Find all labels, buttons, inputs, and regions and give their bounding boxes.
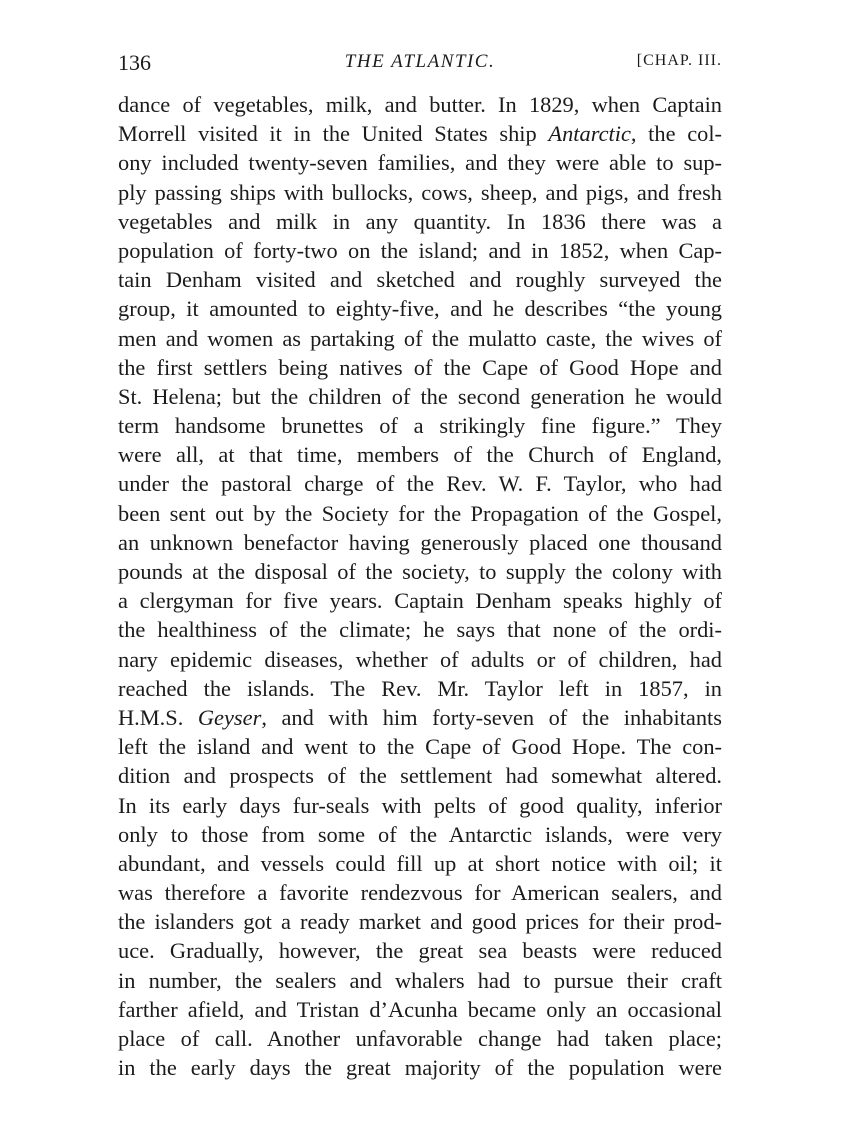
text-line: the healthiness of the climate; he says that none of the ordi- [118,617,722,643]
text-line: pounds at the disposal of the society, to supply the colony with [118,559,722,584]
text-segment: , and with him forty-seven of the inhabitants [261,704,722,730]
text-line: was therefore a favorite rendezvous for American sealers, and [118,880,722,906]
text-line: left the island and went to the Cape of Good Hope. The con- [118,734,722,760]
page-header [118,50,722,80]
text-line: an unknown benefactor having generously placed one thousand [118,529,722,555]
text-line: dance of vegetables, milk, and butter. In 1829, when Captain [118,92,722,117]
text-line: St. Helena; but the children of the second generation he would [118,383,722,409]
body-text [118,90,722,1082]
text-line: in number, the sealers and whalers had to pursue their craft [118,967,722,993]
text-line: uce. Gradually, however, the great sea beasts were reduced [118,938,722,964]
text-line: nary epidemic diseases, whether of adults or of children, had [118,646,722,672]
running-title: THE ATLANTIC. [344,51,496,72]
text-line: reached the islands. The Rev. Mr. Taylor left in 1857, in [118,675,722,701]
ship-name-italic: Geyser [197,704,262,730]
text-line: been sent out by the Society for the Propagation of the Gospel, [118,500,722,526]
text-segment: , the col- [630,121,723,147]
text-segment: H.M.S. [118,704,198,730]
text-line [118,119,722,148]
text-line: tain Denham visited and sketched and roughly surveyed the [118,267,722,293]
text-line: ony included twenty-seven families, and they were able to sup- [118,150,722,176]
text-line [118,703,722,732]
text-line: In its early days fur-seals with pelts of good quality, inferior [118,792,722,818]
text-line: population of forty-two on the island; and in 1852, when Cap- [118,237,722,263]
text-line: under the pastoral charge of the Rev. W. F. Taylor, who had [118,471,722,497]
chapter-reference: [CHAP. III. [636,52,722,69]
text-line: group, it amounted to eighty-five, and he describes “the young [118,296,722,322]
text-line: the first settlers being natives of the Cape of Good Hope and [118,354,722,380]
text-line: abundant, and vessels could fill up at short notice with oil; it [118,850,722,876]
text-line: dition and prospects of the settlement had somewhat altered. [118,763,722,789]
text-line: were all, at that time, members of the Church of England, [118,442,722,468]
text-line: term handsome brunettes of a strikingly fine figure.” They [118,413,722,439]
text-line: farther afield, and Tristan d’Acunha became only an occasional [118,996,722,1022]
text-segment: Morrell visited it in the United States ship [118,121,549,147]
text-line: men and women as partaking of the mulatto caste, the wives of [118,325,722,351]
text-line: only to those from some of the Antarctic islands, were very [118,821,722,847]
text-line: a clergyman for five years. Captain Denham speaks highly of [118,588,722,614]
ship-name-italic: Antarctic [548,121,631,147]
page-number: 136 [118,50,151,75]
text-line: in the early days the great majority of the population were [118,1055,722,1081]
text-line: place of call. Another unfavorable change had taken place; [118,1026,722,1051]
text-line: ply passing ships with bullocks, cows, sheep, and pigs, and fresh [118,179,722,205]
text-line: vegetables and milk in any quantity. In 1836 there was a [118,208,722,234]
text-line: the islanders got a ready market and good prices for their prod- [118,909,722,935]
